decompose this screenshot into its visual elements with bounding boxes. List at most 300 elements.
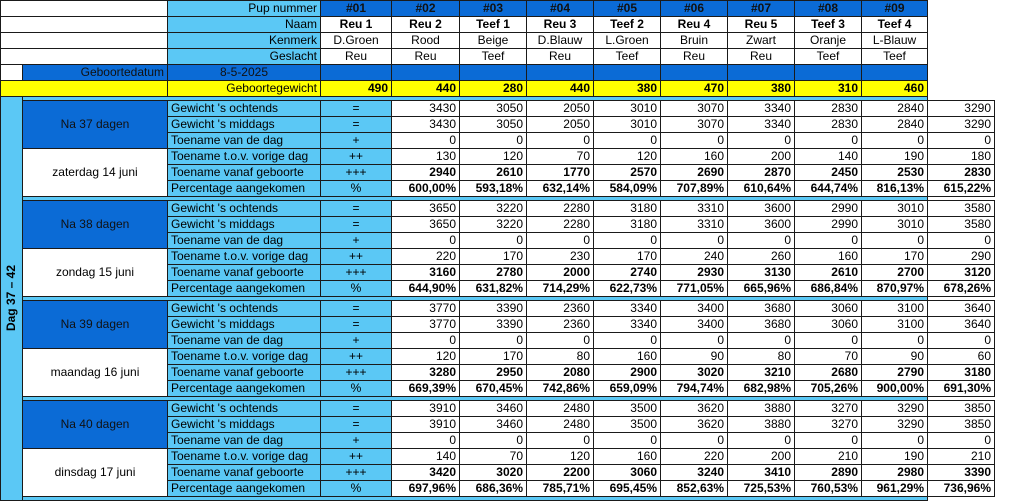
value-cell[interactable]: 682,98% — [728, 381, 795, 397]
value-cell[interactable]: 2840 — [862, 101, 928, 117]
value-cell[interactable]: 3910 — [392, 401, 460, 417]
value-cell[interactable]: 2950 — [460, 365, 527, 381]
day-data-row — [1, 401, 995, 417]
value-cell[interactable]: 2360 — [527, 317, 594, 333]
value-cell[interactable]: 290 — [928, 249, 995, 265]
value-cell[interactable]: 3390 — [460, 317, 527, 333]
value-cell[interactable]: 3050 — [460, 117, 527, 133]
name-row-cell[interactable]: Teef 3 — [795, 17, 862, 33]
value-cell[interactable]: 0 — [795, 433, 862, 449]
value-cell[interactable]: 170 — [594, 249, 661, 265]
row-label-cell — [168, 381, 321, 397]
name-row-cell[interactable]: Reu 3 — [527, 17, 594, 33]
value-cell[interactable]: 90 — [862, 349, 928, 365]
value-cell[interactable]: 0 — [594, 333, 661, 349]
value-cell[interactable]: 190 — [862, 449, 928, 465]
value-cell[interactable]: 2690 — [661, 165, 728, 181]
value-cell[interactable]: 0 — [862, 433, 928, 449]
value-cell[interactable]: 120 — [392, 349, 460, 365]
value-cell[interactable]: 0 — [460, 433, 527, 449]
value-cell[interactable]: 3420 — [392, 465, 460, 481]
value-cell[interactable]: 2610 — [460, 165, 527, 181]
birthweight-label: Geboortegewicht — [168, 81, 321, 97]
value-cell[interactable]: 3060 — [795, 317, 862, 333]
row-label-cell — [168, 417, 321, 433]
value-cell[interactable]: 3770 — [392, 317, 460, 333]
day-data-row — [1, 101, 995, 117]
value-cell[interactable]: 3580 — [928, 201, 995, 217]
value-cell[interactable]: 3280 — [392, 365, 460, 381]
value-cell[interactable]: 2780 — [460, 265, 527, 281]
value-cell[interactable]: 0 — [460, 233, 527, 249]
gender-row-cell[interactable]: Teef — [594, 49, 661, 65]
value-cell[interactable]: 3010 — [594, 101, 661, 117]
value-cell[interactable]: 3340 — [594, 317, 661, 333]
value-cell[interactable]: 0 — [928, 433, 995, 449]
value-cell[interactable]: 3400 — [661, 317, 728, 333]
value-cell[interactable]: 816,13% — [862, 181, 928, 197]
value-cell[interactable]: 160 — [594, 349, 661, 365]
value-cell[interactable]: 3070 — [661, 101, 728, 117]
value-cell[interactable]: 678,26% — [928, 281, 995, 297]
value-cell[interactable]: 3340 — [728, 101, 795, 117]
value-cell[interactable]: 0 — [728, 233, 795, 249]
value-cell[interactable]: 0 — [862, 233, 928, 249]
value-cell[interactable]: 584,09% — [594, 181, 661, 197]
value-cell[interactable]: 3240 — [661, 465, 728, 481]
value-cell[interactable]: 0 — [661, 233, 728, 249]
mark-row-cell[interactable]: L-Blauw — [862, 33, 928, 49]
value-cell[interactable]: 0 — [392, 433, 460, 449]
value-cell[interactable]: 180 — [928, 149, 995, 165]
value-cell[interactable]: 3060 — [795, 301, 862, 317]
name-row-cell[interactable]: Reu 1 — [321, 17, 392, 33]
value-cell[interactable]: 2740 — [594, 265, 661, 281]
value-cell[interactable]: 170 — [862, 249, 928, 265]
value-cell[interactable]: 794,74% — [661, 381, 728, 397]
value-cell[interactable]: 230 — [527, 249, 594, 265]
value-cell[interactable]: 130 — [392, 149, 460, 165]
value-cell[interactable]: 3880 — [728, 417, 795, 433]
value-cell[interactable]: 260 — [728, 249, 795, 265]
blank-cell — [1, 49, 168, 65]
pup-number-row-cell[interactable]: #09 — [862, 1, 928, 17]
mark-row-cell[interactable]: L.Groen — [594, 33, 661, 49]
value-cell[interactable]: 2830 — [928, 165, 995, 181]
value-cell[interactable]: 2700 — [862, 265, 928, 281]
value-cell[interactable]: 3050 — [460, 101, 527, 117]
value-cell[interactable]: 852,63% — [661, 481, 728, 497]
value-cell[interactable]: 2990 — [795, 217, 862, 233]
value-cell[interactable]: 3290 — [862, 401, 928, 417]
value-cell[interactable]: 3010 — [862, 217, 928, 233]
value-cell[interactable]: 0 — [527, 233, 594, 249]
value-cell[interactable]: 0 — [594, 233, 661, 249]
value-cell[interactable]: 120 — [527, 449, 594, 465]
row-label: Toename vanaf geboorte — [171, 265, 304, 279]
value-cell[interactable]: 3410 — [728, 465, 795, 481]
value-cell[interactable]: 0 — [661, 433, 728, 449]
row-symbol: ++ — [321, 249, 392, 265]
value-cell[interactable]: 160 — [795, 249, 862, 265]
day-date-cell: zondag 15 juni — [23, 249, 168, 297]
value-cell[interactable]: 686,36% — [460, 481, 527, 497]
value-cell[interactable]: 631,82% — [460, 281, 527, 297]
value-cell[interactable]: 2870 — [728, 165, 795, 181]
value-cell[interactable]: 3580 — [928, 217, 995, 233]
value-cell[interactable]: 140 — [795, 149, 862, 165]
blank-cell — [1, 81, 168, 97]
birthweight-cell[interactable]: 470 — [661, 81, 728, 97]
value-cell[interactable]: 3160 — [392, 265, 460, 281]
birthweight-cell[interactable]: 380 — [594, 81, 661, 97]
value-cell[interactable]: 190 — [862, 149, 928, 165]
value-cell[interactable]: 707,89% — [661, 181, 728, 197]
value-cell[interactable]: 0 — [392, 233, 460, 249]
value-cell[interactable]: 240 — [661, 249, 728, 265]
value-cell[interactable]: 695,45% — [594, 481, 661, 497]
value-cell[interactable]: 120 — [594, 149, 661, 165]
value-cell[interactable]: 1770 — [527, 165, 594, 181]
gender-row-cell[interactable]: Reu — [321, 49, 392, 65]
value-cell[interactable]: 785,71% — [527, 481, 594, 497]
row-symbol: = — [321, 217, 392, 233]
value-cell[interactable]: 2680 — [795, 365, 862, 381]
value-cell[interactable]: 0 — [795, 133, 862, 149]
row-label: Gewicht 's ochtends — [171, 201, 279, 215]
value-cell[interactable]: 0 — [661, 133, 728, 149]
value-cell[interactable]: 200 — [728, 449, 795, 465]
value-cell[interactable]: 0 — [728, 333, 795, 349]
birthdate-empty-cell — [392, 65, 460, 81]
value-cell[interactable]: 3390 — [928, 465, 995, 481]
value-cell[interactable]: 3180 — [594, 201, 661, 217]
row-label: Toename van de dag — [171, 333, 284, 347]
day-date-cell: zaterdag 14 juni — [23, 149, 168, 197]
value-cell[interactable]: 3290 — [928, 101, 995, 117]
birthweight-cell[interactable]: 440 — [392, 81, 460, 97]
value-cell[interactable]: 3310 — [661, 217, 728, 233]
gender-row-cell[interactable]: Reu — [661, 49, 728, 65]
value-cell[interactable]: 220 — [392, 249, 460, 265]
value-cell[interactable]: 3600 — [728, 201, 795, 217]
value-cell[interactable]: 3340 — [728, 117, 795, 133]
value-cell[interactable]: 3460 — [460, 417, 527, 433]
row-label: Toename t.o.v. vorige dag — [171, 449, 309, 463]
value-cell[interactable]: 0 — [862, 333, 928, 349]
value-cell[interactable]: 0 — [527, 133, 594, 149]
value-cell[interactable]: 170 — [460, 349, 527, 365]
value-cell[interactable]: 2050 — [527, 101, 594, 117]
value-cell[interactable]: 3910 — [392, 417, 460, 433]
value-cell[interactable]: 3130 — [728, 265, 795, 281]
birthweight-cell[interactable]: 380 — [728, 81, 795, 97]
value-cell[interactable]: 632,14% — [527, 181, 594, 197]
value-cell[interactable]: 3180 — [594, 217, 661, 233]
value-cell[interactable]: 70 — [527, 149, 594, 165]
value-cell[interactable]: 170 — [460, 249, 527, 265]
value-cell[interactable]: 220 — [661, 449, 728, 465]
row-label-cell — [168, 317, 321, 333]
mark-row-cell[interactable]: Oranje — [795, 33, 862, 49]
value-cell[interactable]: 3070 — [661, 117, 728, 133]
value-cell[interactable]: 0 — [795, 233, 862, 249]
value-cell[interactable]: 600,00% — [392, 181, 460, 197]
value-cell[interactable]: 2200 — [527, 465, 594, 481]
pup-number-row-cell[interactable]: #04 — [527, 1, 594, 17]
value-cell[interactable]: 3430 — [392, 117, 460, 133]
value-cell[interactable]: 3270 — [795, 417, 862, 433]
mark-row-cell[interactable]: D.Blauw — [527, 33, 594, 49]
value-cell[interactable]: 2080 — [527, 365, 594, 381]
value-cell[interactable]: 669,39% — [392, 381, 460, 397]
value-cell[interactable]: 2940 — [392, 165, 460, 181]
value-cell[interactable]: 3650 — [392, 217, 460, 233]
value-cell[interactable]: 3460 — [460, 401, 527, 417]
value-cell[interactable]: 961,29% — [862, 481, 928, 497]
value-cell[interactable]: 670,45% — [460, 381, 527, 397]
value-cell[interactable]: 2360 — [527, 301, 594, 317]
value-cell[interactable]: 3640 — [928, 317, 995, 333]
value-cell[interactable]: 3180 — [928, 365, 995, 381]
value-cell[interactable]: 160 — [661, 149, 728, 165]
value-cell[interactable]: 2840 — [862, 117, 928, 133]
birthweight-cell[interactable]: 310 — [795, 81, 862, 97]
value-cell[interactable]: 2480 — [527, 417, 594, 433]
name-row-cell[interactable]: Reu 2 — [392, 17, 460, 33]
value-cell[interactable]: 0 — [862, 133, 928, 149]
value-cell[interactable]: 3010 — [594, 117, 661, 133]
birthdate-empty-cell — [661, 65, 728, 81]
value-cell[interactable]: 3500 — [594, 401, 661, 417]
value-cell[interactable]: 644,90% — [392, 281, 460, 297]
value-cell[interactable]: 2900 — [594, 365, 661, 381]
value-cell[interactable]: 3850 — [928, 417, 995, 433]
value-cell[interactable]: 3770 — [392, 301, 460, 317]
value-cell[interactable]: 90 — [661, 349, 728, 365]
value-cell[interactable]: 771,05% — [661, 281, 728, 297]
value-cell[interactable]: 3220 — [460, 201, 527, 217]
value-cell[interactable]: 0 — [460, 133, 527, 149]
value-cell[interactable]: 686,84% — [795, 281, 862, 297]
value-cell[interactable]: 665,96% — [728, 281, 795, 297]
value-cell[interactable]: 3430 — [392, 101, 460, 117]
value-cell[interactable]: 610,64% — [728, 181, 795, 197]
gender-row-cell[interactable]: Teef — [862, 49, 928, 65]
value-cell[interactable]: 2050 — [527, 117, 594, 133]
value-cell[interactable]: 3120 — [928, 265, 995, 281]
value-cell[interactable]: 0 — [594, 433, 661, 449]
value-cell[interactable]: 2890 — [795, 465, 862, 481]
value-cell[interactable]: 3390 — [460, 301, 527, 317]
mark-row-cell[interactable]: Zwart — [728, 33, 795, 49]
value-cell[interactable]: 3680 — [728, 301, 795, 317]
gender-row-cell[interactable]: Reu — [392, 49, 460, 65]
row-label-cell — [168, 233, 321, 249]
value-cell[interactable]: 0 — [527, 333, 594, 349]
value-cell[interactable]: 2280 — [527, 201, 594, 217]
gender-row-cell[interactable]: Reu — [728, 49, 795, 65]
pup-number-row-cell[interactable]: #08 — [795, 1, 862, 17]
value-cell[interactable]: 3640 — [928, 301, 995, 317]
value-cell[interactable]: 70 — [795, 349, 862, 365]
value-cell[interactable]: 3620 — [661, 401, 728, 417]
row-symbol: +++ — [321, 465, 392, 481]
value-cell[interactable]: 160 — [594, 449, 661, 465]
value-cell[interactable]: 0 — [728, 133, 795, 149]
mark-row-cell[interactable]: Rood — [392, 33, 460, 49]
value-cell[interactable]: 2530 — [862, 165, 928, 181]
birthweight-cell[interactable]: 280 — [460, 81, 527, 97]
row-label: Toename vanaf geboorte — [171, 365, 304, 379]
gender-row-cell[interactable]: Teef — [795, 49, 862, 65]
mark-row-cell[interactable]: D.Groen — [321, 33, 392, 49]
row-label: Toename van de dag — [171, 233, 284, 247]
value-cell[interactable]: 900,00% — [862, 381, 928, 397]
value-cell[interactable]: 210 — [795, 449, 862, 465]
value-cell[interactable]: 593,18% — [460, 181, 527, 197]
value-cell[interactable]: 870,97% — [862, 281, 928, 297]
value-cell[interactable]: 725,53% — [728, 481, 795, 497]
day-data-row — [1, 301, 995, 317]
value-cell[interactable]: 3400 — [661, 301, 728, 317]
value-cell[interactable]: 0 — [928, 233, 995, 249]
name-row-cell[interactable]: Reu 4 — [661, 17, 728, 33]
value-cell[interactable]: 2000 — [527, 265, 594, 281]
value-cell[interactable]: 60 — [928, 349, 995, 365]
value-cell[interactable]: 3850 — [928, 401, 995, 417]
birthdate-value[interactable]: 8-5-2025 — [168, 65, 321, 81]
row-label-cell — [168, 133, 321, 149]
value-cell[interactable]: 2990 — [795, 201, 862, 217]
mark-row-cell[interactable]: Beige — [460, 33, 527, 49]
value-cell[interactable]: 2480 — [527, 401, 594, 417]
value-cell[interactable]: 2830 — [795, 117, 862, 133]
value-cell[interactable]: 2830 — [795, 101, 862, 117]
name-row-cell[interactable]: Teef 4 — [862, 17, 928, 33]
value-cell[interactable]: 0 — [392, 333, 460, 349]
name-row-cell[interactable]: Teef 1 — [460, 17, 527, 33]
name-row-cell[interactable]: Reu 5 — [728, 17, 795, 33]
value-cell[interactable]: 0 — [527, 433, 594, 449]
row-label-cell — [168, 101, 321, 117]
value-cell[interactable]: 70 — [460, 449, 527, 465]
value-cell[interactable]: 80 — [728, 349, 795, 365]
value-cell[interactable]: 0 — [661, 333, 728, 349]
value-cell[interactable]: 0 — [594, 133, 661, 149]
value-cell[interactable]: 200 — [728, 149, 795, 165]
row-label-cell — [168, 281, 321, 297]
value-cell[interactable]: 0 — [928, 133, 995, 149]
row-symbol: = — [321, 101, 392, 117]
value-cell[interactable]: 120 — [460, 149, 527, 165]
row-label-cell — [168, 217, 321, 233]
value-cell[interactable]: 3060 — [594, 465, 661, 481]
value-cell[interactable]: 3620 — [661, 417, 728, 433]
value-cell[interactable]: 2980 — [862, 465, 928, 481]
value-cell[interactable]: 3010 — [862, 201, 928, 217]
value-cell[interactable]: 705,26% — [795, 381, 862, 397]
value-cell[interactable]: 3650 — [392, 201, 460, 217]
value-cell[interactable]: 3220 — [460, 217, 527, 233]
value-cell[interactable]: 3020 — [661, 365, 728, 381]
value-cell[interactable]: 622,73% — [594, 281, 661, 297]
row-symbol: = — [321, 301, 392, 317]
pup-number-row-cell[interactable]: #07 — [728, 1, 795, 17]
value-cell[interactable]: 644,74% — [795, 181, 862, 197]
value-cell[interactable]: 736,96% — [928, 481, 995, 497]
value-cell[interactable]: 2930 — [661, 265, 728, 281]
value-cell[interactable]: 3100 — [862, 301, 928, 317]
value-cell[interactable]: 210 — [928, 449, 995, 465]
value-cell[interactable]: 2280 — [527, 217, 594, 233]
pup-number-row-cell[interactable]: #02 — [392, 1, 460, 17]
value-cell[interactable]: 140 — [392, 449, 460, 465]
value-cell[interactable]: 742,86% — [527, 381, 594, 397]
value-cell[interactable]: 3290 — [862, 417, 928, 433]
birthdate-label: Geboortedatum — [23, 65, 168, 81]
value-cell[interactable]: 80 — [527, 349, 594, 365]
value-cell[interactable]: 3600 — [728, 217, 795, 233]
pup-number-row-cell[interactable]: #01 — [321, 1, 392, 17]
value-cell[interactable]: 3680 — [728, 317, 795, 333]
gender-label: Geslacht — [168, 49, 321, 65]
value-cell[interactable]: 2790 — [862, 365, 928, 381]
value-cell[interactable]: 659,09% — [594, 381, 661, 397]
value-cell[interactable]: 3100 — [862, 317, 928, 333]
value-cell[interactable]: 3210 — [728, 365, 795, 381]
pup-number-row-cell[interactable]: #03 — [460, 1, 527, 17]
value-cell[interactable]: 3270 — [795, 401, 862, 417]
gender-row-cell[interactable]: Teef — [460, 49, 527, 65]
value-cell[interactable]: 3880 — [728, 401, 795, 417]
value-cell[interactable]: 714,29% — [527, 281, 594, 297]
gender-row-cell[interactable]: Reu — [527, 49, 594, 65]
pup-number-row-cell[interactable]: #05 — [594, 1, 661, 17]
row-symbol: +++ — [321, 165, 392, 181]
value-cell[interactable]: 3340 — [594, 301, 661, 317]
day-data-row — [1, 249, 995, 265]
side-label-cell — [1, 97, 23, 501]
birthweight-cell[interactable]: 460 — [862, 81, 928, 97]
value-cell[interactable]: 760,53% — [795, 481, 862, 497]
birthweight-cell[interactable]: 490 — [321, 81, 392, 97]
separator — [23, 497, 928, 501]
value-cell[interactable]: 615,22% — [928, 181, 995, 197]
value-cell[interactable]: 3500 — [594, 417, 661, 433]
value-cell[interactable]: 0 — [460, 333, 527, 349]
name-row-cell[interactable]: Teef 2 — [594, 17, 661, 33]
row-label-cell — [168, 433, 321, 449]
value-cell[interactable]: 0 — [728, 433, 795, 449]
value-cell[interactable]: 0 — [392, 133, 460, 149]
value-cell[interactable]: 691,30% — [928, 381, 995, 397]
value-cell[interactable]: 2610 — [795, 265, 862, 281]
value-cell[interactable]: 3290 — [928, 117, 995, 133]
value-cell[interactable]: 0 — [795, 333, 862, 349]
blank-cell — [1, 65, 23, 81]
birthweight-cell[interactable]: 440 — [527, 81, 594, 97]
value-cell[interactable]: 2570 — [594, 165, 661, 181]
pup-number-row-cell[interactable]: #06 — [661, 1, 728, 17]
value-cell[interactable]: 3020 — [460, 465, 527, 481]
mark-row-cell[interactable]: Bruin — [661, 33, 728, 49]
value-cell[interactable]: 697,96% — [392, 481, 460, 497]
pup-number-row — [1, 1, 995, 17]
value-cell[interactable]: 0 — [928, 333, 995, 349]
value-cell[interactable]: 3310 — [661, 201, 728, 217]
value-cell[interactable]: 2450 — [795, 165, 862, 181]
